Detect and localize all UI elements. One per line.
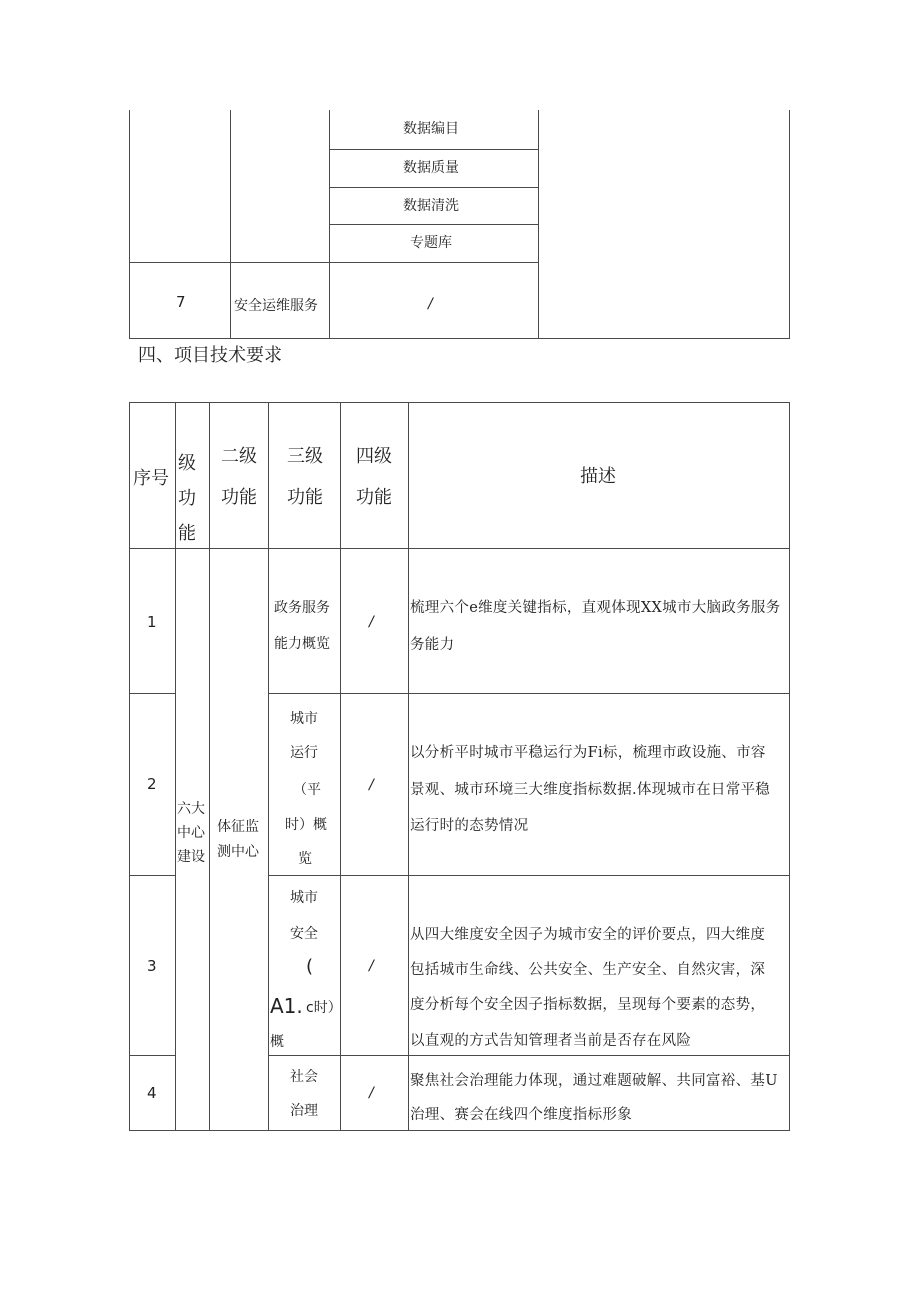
row-index: 1 bbox=[147, 613, 157, 631]
table-border-bottom bbox=[129, 1130, 790, 1131]
top-table-row-line bbox=[329, 149, 539, 150]
level3-cell: （平 bbox=[293, 782, 321, 798]
header-level2: 二级 bbox=[221, 446, 257, 467]
header-level1: 级 bbox=[178, 453, 196, 474]
row-line bbox=[268, 875, 790, 876]
level3-cell: 时）概 bbox=[285, 817, 327, 833]
column-divider bbox=[209, 402, 210, 1131]
table-cell: / bbox=[428, 296, 433, 312]
header-desc: 描述 bbox=[580, 466, 616, 487]
level3-cell: 运行 bbox=[290, 745, 318, 761]
row-index: 3 bbox=[147, 957, 157, 975]
level3-cell: 社会 bbox=[290, 1069, 318, 1085]
level4-cell: / bbox=[369, 614, 374, 630]
level3-cell: 安全 bbox=[290, 926, 318, 942]
top-table-bottom-line bbox=[129, 338, 790, 339]
description-line: 治理、赛会在线四个维度指标形象 bbox=[410, 1107, 632, 1123]
table-border-top bbox=[129, 402, 790, 403]
row-line bbox=[268, 693, 790, 694]
top-table-row-line bbox=[129, 262, 539, 263]
description-line: 运行时的态势情况 bbox=[410, 818, 529, 834]
level3-cell: A1. bbox=[270, 994, 303, 1018]
table-cell: 数据清洗 bbox=[403, 198, 459, 214]
description-line: 景观、城市环境三大维度指标数据.体现城市在日常平稳 bbox=[410, 782, 771, 798]
description-line: 梳理六个e维度关键指标，直观体现XX城市大脑政务服务 bbox=[410, 600, 781, 616]
column-divider bbox=[340, 402, 341, 1131]
top-table-row-line bbox=[329, 224, 539, 225]
row-index: 7 bbox=[176, 293, 186, 311]
level3-cell: 城市 bbox=[290, 890, 318, 906]
table-cell: 安全运维服务 bbox=[234, 298, 318, 314]
description-line: 以直观的方式告知管理者当前是否存在风险 bbox=[410, 1033, 692, 1049]
column-divider bbox=[268, 402, 269, 1131]
header-level4: 功能 bbox=[356, 487, 392, 508]
table-cell: 数据质量 bbox=[403, 160, 459, 176]
level3-cell: 政务服务 bbox=[274, 600, 330, 616]
header-level1: 能 bbox=[178, 523, 196, 544]
description-line: 度分析每个安全因子指标数据，呈现每个要素的态势， bbox=[410, 997, 766, 1013]
level3-cell: 治理 bbox=[290, 1103, 318, 1119]
row-index: 2 bbox=[147, 775, 157, 793]
top-table-divider bbox=[230, 110, 231, 339]
table-cell: 数据编目 bbox=[403, 121, 459, 137]
level4-cell: / bbox=[369, 1085, 374, 1101]
description-line: 以分析平时城市平稳运行为Fi标，梳理市政设施、市容 bbox=[410, 745, 766, 761]
level1-cell: 建设 bbox=[177, 849, 205, 865]
top-table-border-right bbox=[789, 110, 790, 339]
level1-cell: 中心 bbox=[177, 825, 205, 841]
table-border-left bbox=[129, 402, 130, 1131]
level3-cell: 概 bbox=[270, 1034, 284, 1050]
header-bottom-line bbox=[129, 548, 790, 549]
column-divider bbox=[175, 402, 176, 1131]
row-index: 4 bbox=[147, 1084, 157, 1102]
level4-cell: / bbox=[369, 958, 374, 974]
description-line: 务能力 bbox=[410, 637, 455, 653]
description-line: 从四大维度安全因子为城市安全的评价要点，四大维度 bbox=[410, 927, 766, 943]
level3-cell: 览 bbox=[298, 851, 312, 867]
level2-cell: 测中心 bbox=[217, 844, 259, 860]
description-line: 包括城市生命线、公共安全、生产安全、自然灾害，深 bbox=[410, 962, 766, 978]
header-level1: 功 bbox=[178, 488, 196, 509]
level3-cell: ( bbox=[306, 956, 314, 977]
row-line bbox=[268, 1055, 790, 1056]
header-seq: 序号 bbox=[133, 468, 169, 489]
column-divider bbox=[408, 402, 409, 1131]
row-line bbox=[129, 1055, 176, 1056]
header-level4: 四级 bbox=[356, 446, 392, 467]
header-level2: 功能 bbox=[221, 487, 257, 508]
level3-cell: c时） bbox=[306, 1000, 342, 1016]
table-cell: 专题库 bbox=[410, 235, 452, 251]
section-heading: 四、项目技术要求 bbox=[138, 345, 282, 366]
level3-cell: 能力概览 bbox=[274, 636, 330, 652]
row-line bbox=[129, 875, 176, 876]
level4-cell: / bbox=[369, 777, 374, 793]
description-line: 聚焦社会治理能力体现，通过难题破解、共同富裕、基U bbox=[410, 1073, 778, 1089]
row-line bbox=[129, 693, 176, 694]
top-table-row-line bbox=[329, 187, 539, 188]
top-table-border-left bbox=[129, 110, 130, 339]
header-level3: 三级 bbox=[287, 446, 323, 467]
level3-cell: 城市 bbox=[290, 711, 318, 727]
header-level3: 功能 bbox=[287, 487, 323, 508]
level1-cell: 六大 bbox=[177, 801, 205, 817]
table-border-right bbox=[789, 402, 790, 1131]
level2-cell: 体征监 bbox=[217, 819, 259, 835]
